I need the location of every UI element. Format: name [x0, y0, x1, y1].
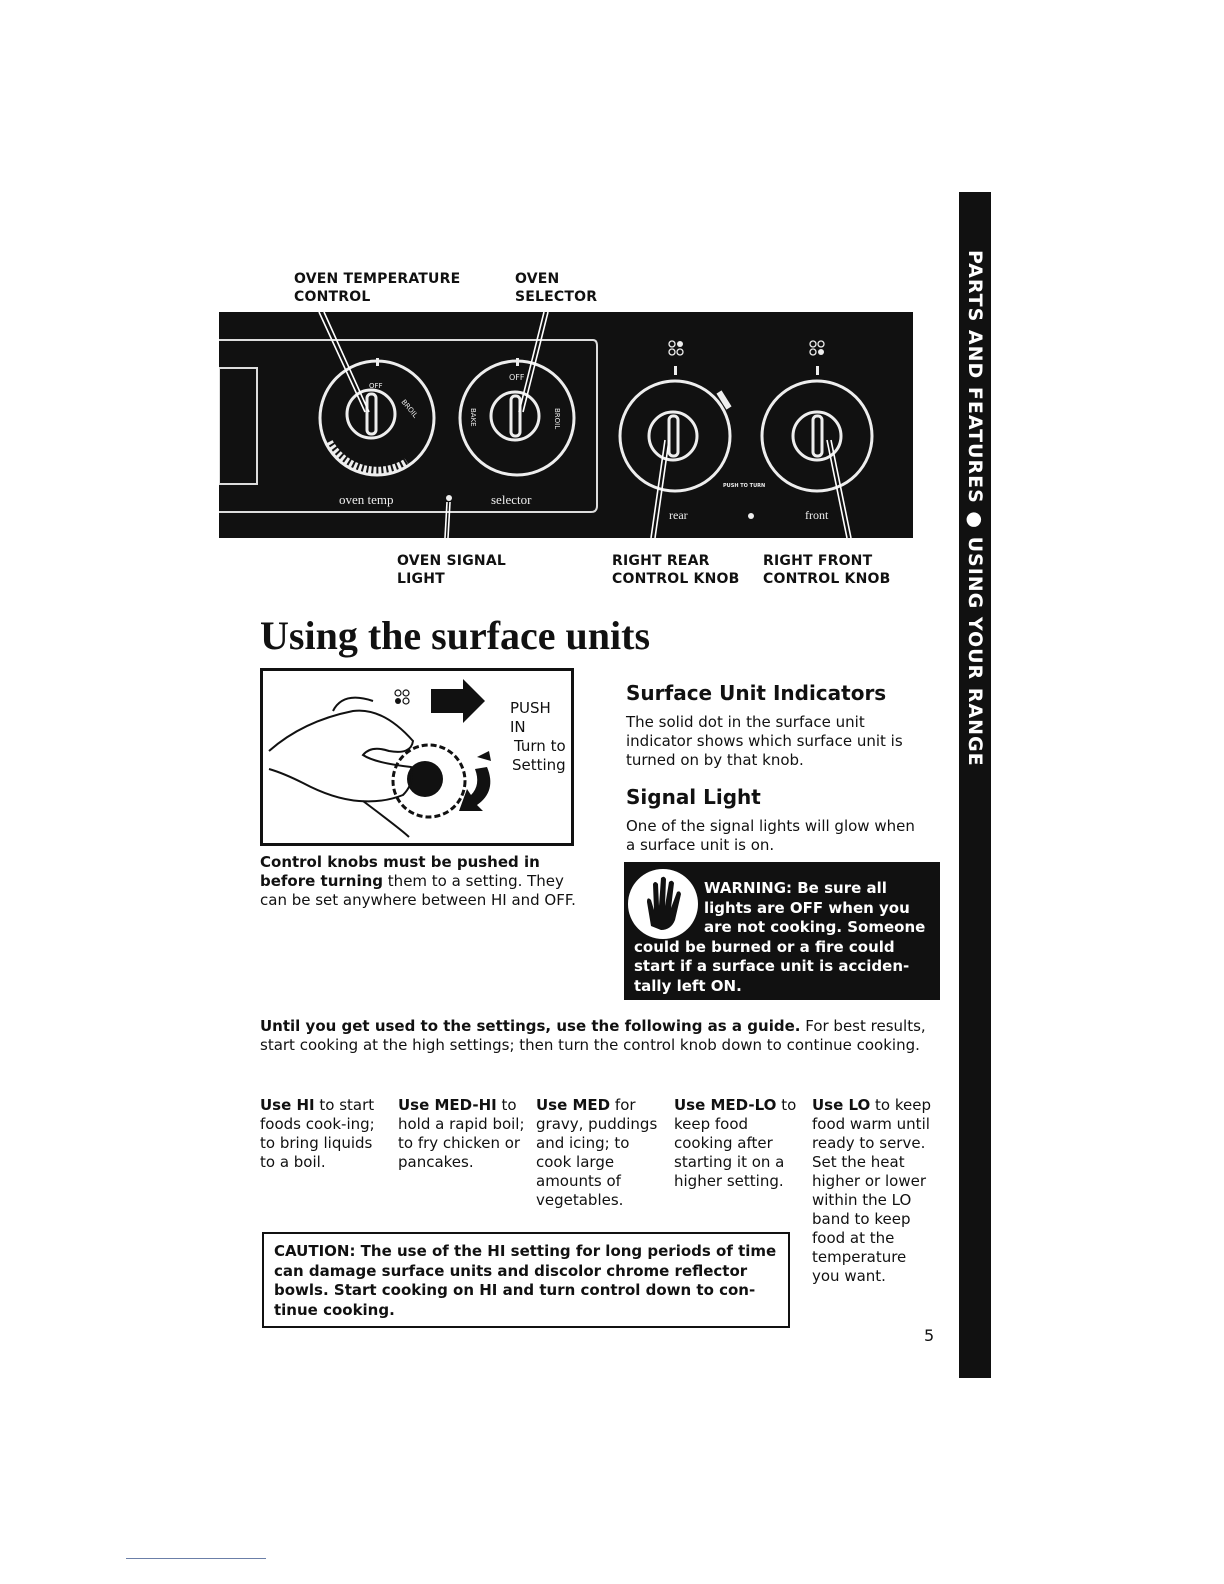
right-front-knob — [762, 341, 872, 491]
callout-line: RIGHT FRONT — [763, 553, 873, 569]
svg-text:BROIL: BROIL — [399, 398, 420, 420]
callout-line: LIGHT — [397, 571, 445, 587]
setting-med-hi — [398, 1096, 526, 1172]
callout-line: RIGHT REAR — [612, 553, 710, 569]
oven-signal-light-dot — [446, 495, 452, 501]
hand-icon — [269, 711, 413, 802]
control-knobs-note-bold: Control knobs must be pushed in before turning — [260, 853, 540, 890]
warning-box — [624, 862, 940, 1000]
setting-text: to keep food warm until ready to serve. Set the heat higher or lower within the LO band to keep food at the temperature you want. — [812, 1096, 932, 1285]
panel-label-rear: rear — [669, 508, 688, 522]
warning-line-2: lights are OFF when you — [704, 898, 910, 917]
setting-label: Use MED — [536, 1096, 611, 1114]
push-in-figure — [260, 668, 574, 846]
callout-oven-temperature-control — [294, 270, 460, 306]
signal-light-heading: Signal Light — [626, 785, 761, 809]
warning-line-6: tally left ON. — [634, 976, 742, 995]
callout-line: OVEN SIGNAL — [397, 553, 506, 569]
warning-line-3: are not cooking. Someone — [704, 918, 926, 936]
callout-line: CONTROL KNOB — [763, 571, 891, 587]
setting-med-lo — [674, 1096, 802, 1191]
setting-label: Use MED-HI — [398, 1096, 497, 1114]
push-in-label: PUSH IN — [510, 699, 551, 736]
setting-label: Use LO — [812, 1096, 871, 1114]
panel-label-selector: selector — [491, 492, 532, 507]
settings-guide-paragraph — [260, 1017, 926, 1055]
warning-line-1: WARNING: Be sure all — [704, 879, 887, 897]
callout-right-front-knob — [763, 552, 890, 588]
oven-temp-knob — [320, 358, 434, 475]
setting-label: Use HI — [260, 1096, 315, 1114]
callout-line: OVEN TEMPERATURE — [294, 271, 461, 287]
leader-lines — [319, 312, 851, 538]
panel-label-push-to-turn: PUSH TO TURN — [723, 483, 766, 489]
panel-label-oven-temp: oven temp — [339, 492, 394, 507]
caution-box — [262, 1232, 790, 1328]
setting-text: to keep food cooking after starting it on a higher setting. — [674, 1096, 797, 1190]
callout-oven-signal-light — [397, 552, 506, 588]
svg-text:OFF: OFF — [509, 373, 525, 382]
surface-signal-light-dot — [748, 513, 754, 519]
svg-text:BROIL: BROIL — [553, 408, 561, 430]
setting-hi — [260, 1096, 388, 1172]
svg-text:OFF: OFF — [369, 382, 383, 390]
callout-right-rear-knob — [612, 552, 739, 588]
setting-label: Use MED-LO — [674, 1096, 777, 1114]
control-knobs-note — [260, 853, 580, 910]
warning-line-5: start if a surface unit is acciden- — [634, 957, 910, 975]
setting-lo — [812, 1096, 934, 1286]
setting-text: for gravy, puddings and icing; to cook large amounts of vegetables. — [536, 1096, 658, 1209]
callout-line: OVEN — [515, 271, 560, 287]
right-rear-knob — [620, 341, 730, 491]
settings-guide-text: For best results, start cooking at the high settings; then turn the control knob down to continue cooking. — [260, 1017, 926, 1054]
control-panel-illustration — [219, 312, 913, 538]
side-tab-label: PARTS AND FEATURES ● USING YOUR RANGE — [964, 250, 986, 767]
control-panel-drawing — [219, 312, 913, 538]
control-knobs-note-text: them to a setting. They can be set anywhere between HI and OFF. — [260, 872, 576, 909]
push-in-labels — [510, 699, 571, 775]
panel-label-front: front — [805, 508, 829, 522]
setting-text: to hold a rapid boil; to fry chicken or pancakes. — [398, 1096, 525, 1171]
warning-line-4: could be burned or a fire could — [634, 937, 895, 956]
setting-label: Setting — [512, 756, 566, 774]
footnote-rule — [126, 1558, 266, 1559]
caution-text: CAUTION: The use of the HI setting for long periods of time can damage surface units and discolor chrome reflector bowls. Start cooking on HI and turn control down to con-tinue cooking. — [274, 1242, 777, 1319]
svg-text:BAKE: BAKE — [469, 408, 477, 427]
setting-text: to start foods cook-ing; to bring liquids to a boil. — [260, 1096, 375, 1171]
page-title: Using the surface units — [260, 613, 651, 658]
callout-line: CONTROL KNOB — [612, 571, 740, 587]
push-arrow-icon — [431, 679, 485, 723]
callout-line: CONTROL — [294, 289, 371, 305]
callout-oven-selector — [515, 270, 597, 306]
oven-selector-knob — [460, 358, 574, 475]
page-number: 5 — [924, 1326, 935, 1345]
setting-med — [536, 1096, 664, 1210]
callout-line: SELECTOR — [515, 289, 598, 305]
surface-unit-indicators-heading: Surface Unit Indicators — [626, 681, 887, 705]
surface-unit-indicators-text: The solid dot in the surface unit indicator shows which surface unit is turned on by that knob. — [626, 713, 903, 769]
warning-hand-icon — [623, 866, 701, 942]
signal-light-text: One of the signal lights will glow when a surface unit is on. — [626, 817, 915, 854]
clock-window — [219, 368, 257, 484]
turn-to-label: Turn to — [514, 737, 566, 755]
settings-guide-bold: Until you get used to the settings, use the following as a guide. — [260, 1017, 801, 1035]
